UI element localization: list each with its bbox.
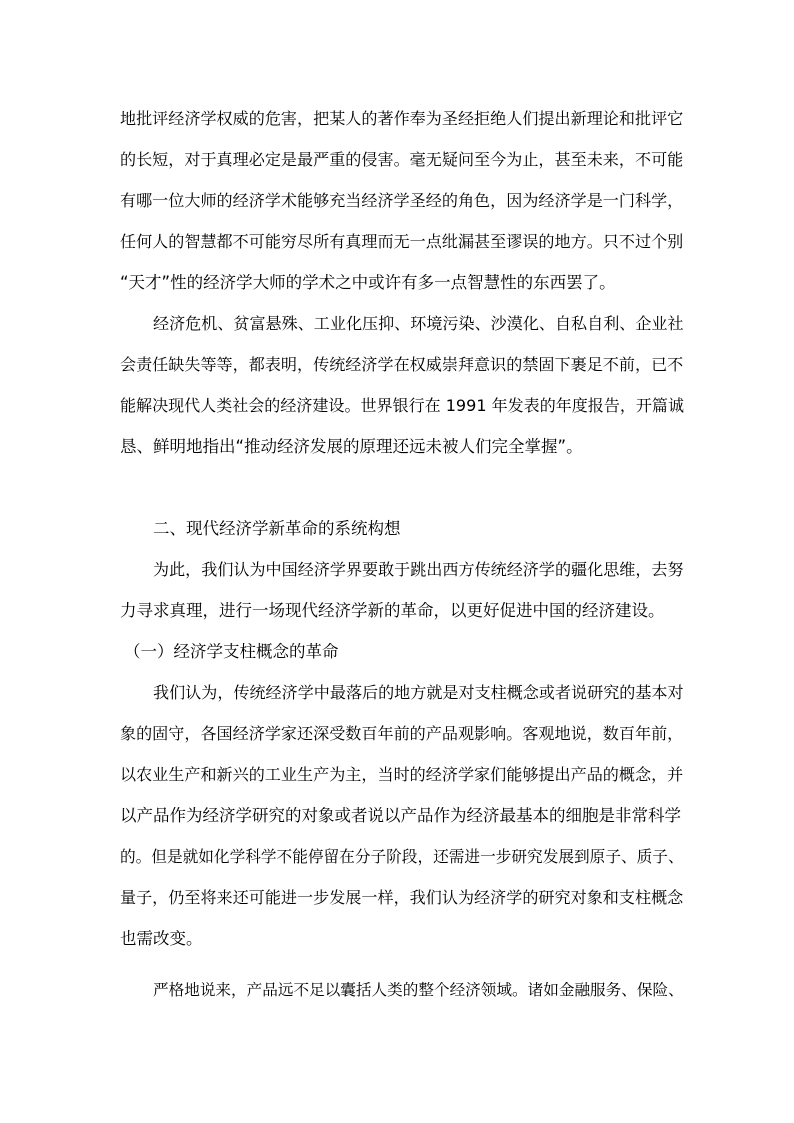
text-line: 能解决现代人类社会的经济建设。世界银行在 1991 年发表的年度报告，开篇诚 — [120, 396, 684, 415]
text-line: 我们认为，传统经济学中最落后的地方就是对支柱概念或者说研究的基本对 — [153, 683, 684, 702]
text-line: 的。但是就如化学科学不能停留在分子阶段，还需进一步研究发展到原子、质子、 — [120, 847, 684, 866]
subsection-heading: （一）经济学支柱概念的革命 — [124, 642, 339, 661]
text-line: 会责任缺失等等，都表明，传统经济学在权威崇拜意识的禁固下裹足不前，已不 — [120, 355, 684, 374]
text-line: 也需改变。 — [120, 929, 203, 948]
text-line: 以农业生产和新兴的工业生产为主，当时的经济学家们能够提出产品的概念，并 — [120, 765, 684, 784]
text-line: 有哪一位大师的经济学术能够充当经济学圣经的角色，因为经济学是一门科学， — [120, 191, 684, 210]
text-line: 的长短，对于真理必定是最严重的侵害。毫无疑问至今为止，甚至未来，不可能 — [120, 150, 684, 169]
text-line: 严格地说来，产品远不足以囊括人类的整个经济领域。诸如金融服务、保险、 — [153, 981, 684, 999]
section-heading: 二、现代经济学新革命的系统构想 — [153, 519, 401, 538]
text-line: 力寻求真理，进行一场现代经济学新的革命，以更好促进中国的经济建设。 — [120, 601, 665, 620]
text-line: 任何人的智慧都不可能穷尽所有真理而无一点纰漏甚至谬误的地方。只不过个别 — [120, 232, 684, 251]
text-line: 恳、鲜明地指出“推动经济发展的原理还远未被人们完全掌握”。 — [120, 437, 583, 456]
text-line: 象的固守，各国经济学家还深受数百年前的产品观影响。客观地说，数百年前， — [120, 724, 684, 743]
text-line: 量子，仍至将来还可能进一步发展一样，我们认为经济学的研究对象和支柱概念 — [120, 888, 684, 907]
text-line: 以产品作为经济学研究的对象或者说以产品作为经济最基本的细胞是非常科学 — [120, 806, 681, 825]
text-line: 为此，我们认为中国经济学界要敢于跳出西方传统经济学的疆化思维，去努 — [153, 560, 684, 579]
text-line: “天才”性的经济学大师的学术之中或许有多一点智慧性的东西罢了。 — [120, 273, 616, 292]
text-line: 经济危机、贫富悬殊、工业化压抑、环境污染、沙漠化、自私自利、企业社 — [153, 314, 684, 333]
text-line: 地批评经济学权威的危害，把某人的著作奉为圣经拒绝人们提出新理论和批评它 — [120, 109, 684, 128]
